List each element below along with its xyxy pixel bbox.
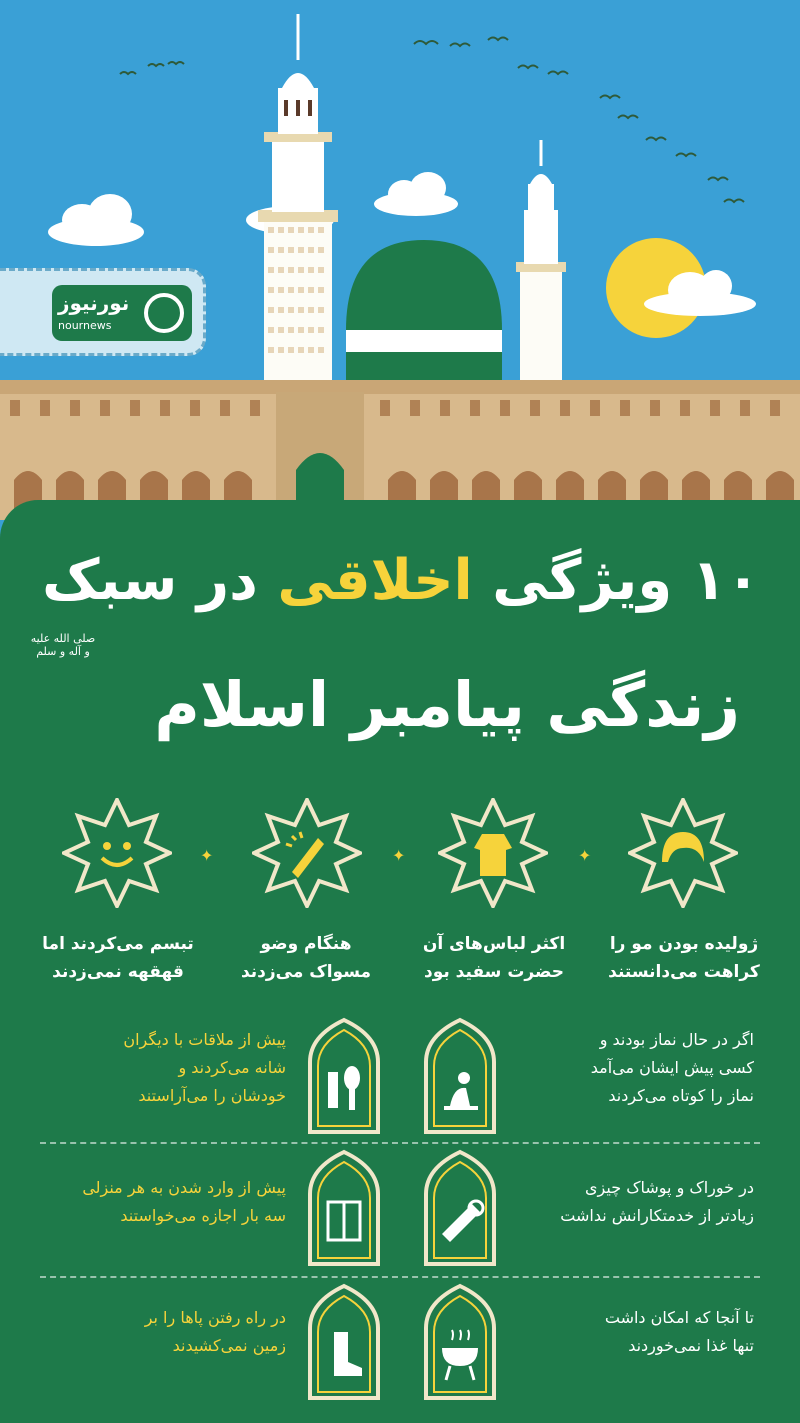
divider (40, 1276, 760, 1278)
tip-text (36, 1304, 286, 1360)
trait-item (594, 930, 774, 986)
sky-background (0, 0, 800, 520)
tip-line: کسی پیش ایشان می‌آمد (590, 1058, 754, 1077)
tip-line: خودشان را می‌آراستند (138, 1086, 286, 1105)
praying-person-icon (420, 1016, 500, 1134)
trait-line: اکثر لباس‌های آن (422, 934, 566, 954)
trait-line: قهقهه نمی‌زدند (52, 962, 184, 982)
logo-name-fa: نورنیوز (58, 291, 130, 315)
toothbrush-icon (252, 798, 362, 908)
logo-badge[interactable] (0, 268, 206, 356)
tip-line: نماز را کوتاه می‌کردند (608, 1086, 754, 1105)
tip-text (504, 1304, 754, 1360)
white-robe-icon (438, 798, 548, 908)
smile-icon (62, 798, 172, 908)
title-post: در سبک (42, 548, 278, 613)
tip-line: سه بار اجازه می‌خواستند (120, 1206, 286, 1225)
trait-item (404, 930, 584, 986)
trait-item (216, 930, 396, 986)
tip-line: در خوراک و پوشاک چیزی (585, 1178, 754, 1197)
trait-line: تبسم می‌کردند اما (42, 934, 194, 954)
tip-text (36, 1026, 286, 1110)
grill-food-icon (420, 1282, 500, 1400)
tip-text (504, 1026, 754, 1110)
tip-line: شانه می‌کردند و (178, 1058, 286, 1077)
tip-line: در راه رفتن پاها را بر (144, 1308, 286, 1327)
mosque-illustration (0, 0, 800, 520)
title-pre: ۱۰ ویژگی (472, 548, 760, 613)
tip-text (36, 1174, 286, 1230)
trait-line: ژولیده بودن مو را (609, 934, 759, 954)
rolled-carpet-icon (420, 1148, 500, 1266)
trait-line: هنگام وضو (260, 934, 352, 954)
honorific-calligraphy: صلی الله علیه و آله و سلم (30, 632, 96, 658)
tip-line: زیادتر از خدمتکارانش نداشت (560, 1206, 754, 1225)
tip-line: اگر در حال نماز بودند و (599, 1030, 754, 1049)
divider (40, 1142, 760, 1144)
tip-line: پیش از وارد شدن به هر منزلی (82, 1178, 286, 1197)
logo (52, 285, 192, 341)
hair-icon (628, 798, 738, 908)
tip-line: زمین نمی‌کشیدند (172, 1336, 286, 1355)
sparkle-icon: ✦ (578, 846, 592, 865)
title-line-1 (40, 548, 760, 613)
title-line-2: زندگی پیامبر اسلام (154, 668, 740, 741)
trait-item (28, 930, 208, 986)
sparkle-icon: ✦ (392, 846, 406, 865)
door-icon (304, 1148, 384, 1266)
trait-line: مسواک می‌زدند (240, 962, 372, 982)
sparkle-icon: ✦ (200, 846, 214, 865)
tip-line: پیش از ملاقات با دیگران (123, 1030, 286, 1049)
tip-text (504, 1174, 754, 1230)
tip-line: تنها غذا نمی‌خوردند (628, 1336, 754, 1355)
boot-icon (304, 1282, 384, 1400)
title-highlight: اخلاقی (277, 548, 473, 613)
spiral-logo-icon (144, 293, 184, 333)
trait-line: کراهت می‌دانستند (608, 962, 760, 982)
logo-name-en: nournews (58, 319, 112, 332)
trait-line: حضرت سفید بود (424, 962, 564, 982)
comb-brush-icon (304, 1016, 384, 1134)
tip-line: تا آنجا که امکان داشت (604, 1308, 754, 1327)
